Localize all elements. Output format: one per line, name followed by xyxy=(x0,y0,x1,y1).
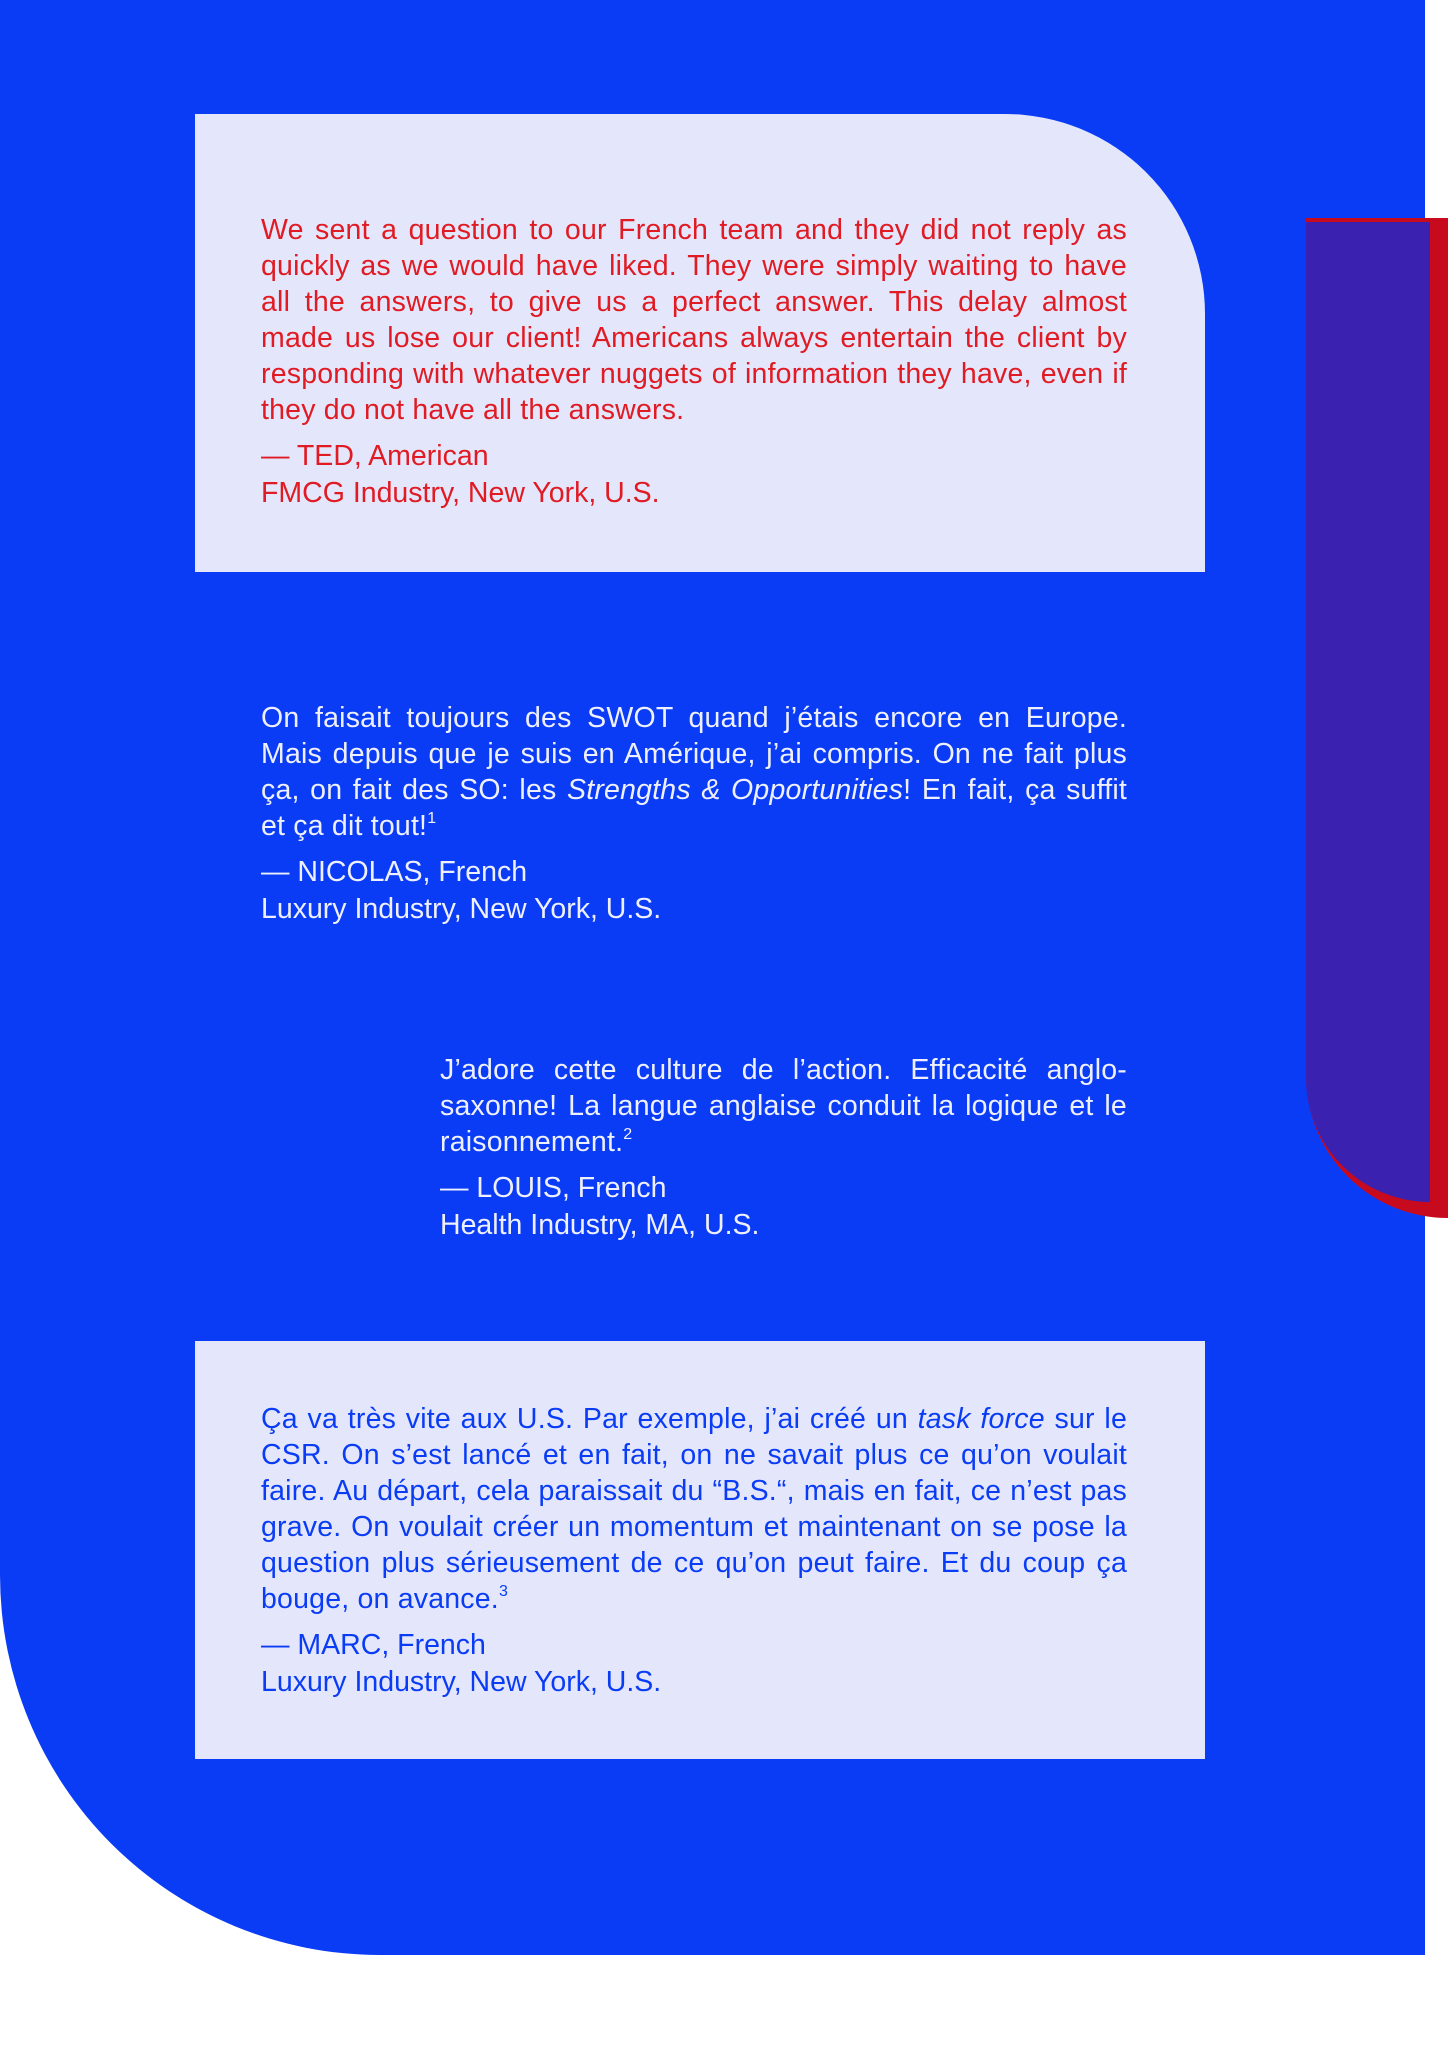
quote-attribution xyxy=(261,1627,1127,1701)
quote-author: — TED, American xyxy=(261,440,489,472)
quote-author: — MARC, French xyxy=(261,1629,486,1661)
side-tab-purple xyxy=(1306,222,1430,1202)
quote-attribution xyxy=(261,854,1127,928)
quote-text xyxy=(440,1052,1127,1160)
quote-text-italic: task force xyxy=(917,1403,1045,1435)
quote-text-part: On faisait toujours des SWOT quand j’étais encore en Europe. Mais depuis que je suis en Amérique, j’ai compris. On ne fait plus ça, on fait des SO: les xyxy=(261,702,1127,806)
quote-text-italic: Strengths & Opportunities xyxy=(567,774,904,806)
quote-card-ted xyxy=(195,114,1205,572)
quote-text: We sent a question to our French team and they did not reply as quickly as we would have liked. They were simply waiting to have all the answers, to give us a perfect answer. This delay almost made us lose our client! Americans always entertain the client by responding with whatever nuggets of information they have, even if they do not have all the answers. xyxy=(261,214,1127,426)
quote-location: Luxury Industry, New York, U.S. xyxy=(261,893,662,925)
quote-text xyxy=(261,700,1127,844)
quote-text-part: ! En fait, ça suffit et ça dit tout! xyxy=(261,774,1127,842)
quote-attribution xyxy=(440,1170,1127,1244)
quote-block-nicolas xyxy=(261,700,1127,928)
quote-author: — LOUIS, French xyxy=(440,1172,667,1204)
footnote-marker: 2 xyxy=(623,1126,633,1143)
quote-author: — NICOLAS, French xyxy=(261,856,528,888)
footnote-marker: 3 xyxy=(498,1583,509,1600)
quote-text-part: sur le CSR. On s’est lancé et en fait, on ne savait plus ce qu’on voulait faire. Au départ, cela paraissait du “B.S.“, mais en fait, ce n’est pas grave. On voulait créer un momentum et maintenant on se pose la question plus sérieusement de ce qu’on peut faire. Et du coup ça bouge, on avance. xyxy=(261,1403,1128,1615)
quote-text-part: J’adore cette culture de l’action. Efficacité anglo-saxonne! La langue anglaise conduit la logique et le raisonnement. xyxy=(440,1054,1127,1158)
quote-location: Health Industry, MA, U.S. xyxy=(440,1209,760,1241)
footnote-marker: 1 xyxy=(427,810,437,827)
quote-location: FMCG Industry, New York, U.S. xyxy=(261,477,660,509)
quote-text xyxy=(261,1401,1127,1617)
quote-card-marc xyxy=(195,1341,1205,1759)
quote-location: Luxury Industry, New York, U.S. xyxy=(261,1666,662,1698)
quote-attribution xyxy=(261,438,1127,512)
quote-block-louis xyxy=(440,1052,1127,1244)
quote-text-part: Ça va très vite aux U.S. Par exemple, j’ai créé un xyxy=(261,1403,918,1435)
